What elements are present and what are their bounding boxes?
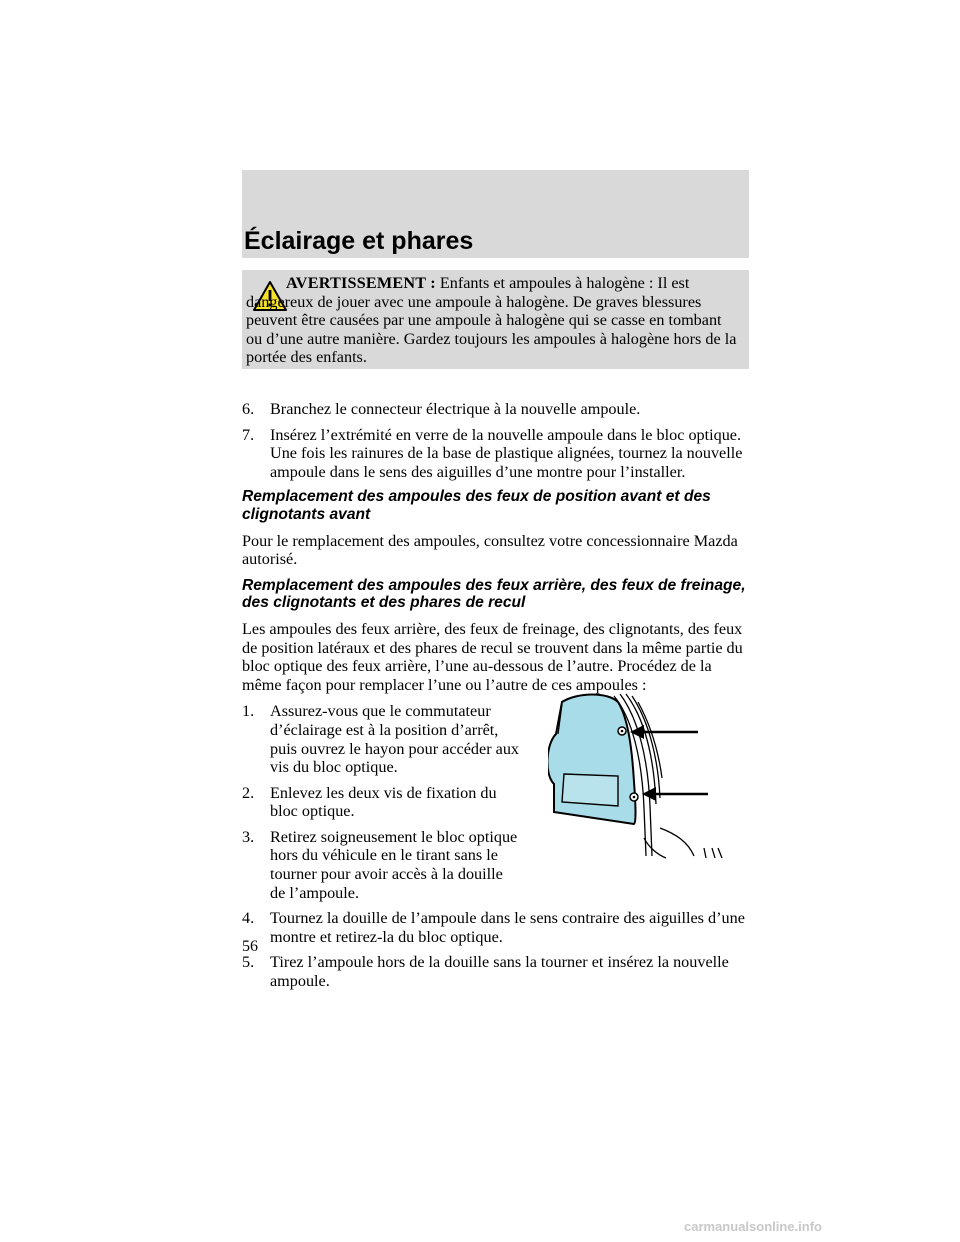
step-number: 1.: [242, 702, 255, 721]
paragraph-rear: Les ampoules des feux arrière, des feux de freinage, des clignotants, des feux de position latéraux et des phares de recul se trouvent dans la même partie du bloc optique des feux arrière, l’une au-dessous de l’autre. Procédez de la même façon pour remplacer l’une ou l’autre de ces ampoules :: [242, 619, 743, 694]
step-text: Tournez la douille de l’ampoule dans le sens contraire des aiguilles d’une montre et retirez-la du bloc optique.: [270, 909, 745, 946]
list-item: [242, 400, 749, 419]
list-item: [242, 909, 749, 946]
step-number: 2.: [242, 783, 255, 802]
subheading-rear: Remplacement des ampoules des feux arrière, des feux de freinage, des clignotants et des phares de recul: [242, 576, 746, 612]
step-number: 5.: [242, 953, 255, 972]
list-item: [242, 953, 749, 990]
subheading-front: Remplacement des ampoules des feux de position avant et des clignotants avant: [242, 488, 711, 523]
step-text: Enlevez les deux vis de fixation du bloc optique.: [270, 783, 497, 821]
list-item: [242, 702, 522, 776]
section-title: Éclairage et phares: [244, 227, 474, 255]
list-item: [242, 784, 522, 821]
arrow-icon: [642, 787, 708, 801]
step-number: 7.: [242, 425, 255, 444]
warning-text-block: [246, 274, 741, 367]
list-item: [242, 828, 522, 902]
page-number: 56: [242, 938, 258, 955]
tail-lamp-illustration: [548, 688, 730, 860]
list-item: [242, 426, 749, 482]
step-number: 4.: [242, 909, 255, 928]
step-number: 6.: [242, 400, 255, 418]
warning-label: AVERTISSEMENT :: [286, 274, 436, 292]
paragraph-front: Pour le remplacement des ampoules, consultez votre concessionnaire Mazda autorisé.: [242, 531, 738, 569]
step-text: Assurez-vous que le commutateur d’éclairage est à la position d’arrêt, puis ouvrez le hayon pour accéder aux vis du bloc optique.: [270, 702, 520, 777]
warning-box: [242, 270, 749, 369]
step-number: 3.: [242, 827, 255, 846]
watermark: carmanualsonline.info: [684, 1219, 822, 1234]
step-text: Insérez l’extrémité en verre de la nouvelle ampoule dans le bloc optique. Une fois les rainures de la base de plastique alignées, tournez la nouvelle ampoule dans le sens des aiguilles d’une montre pour l’installer.: [270, 425, 743, 481]
warning-body: Enfants et ampoules à halogène : Il est dangereux de jouer avec une ampoule à halogène. De graves blessures peuvent être causées par une ampoule à halogène qui se casse en tombant ou d’une autre manière. Gardez toujours les ampoules à halogène hors de la portée des enfants.: [246, 274, 737, 367]
arrow-icon: [630, 725, 698, 739]
step-text: Tirez l’ampoule hors de la douille sans la tourner et insérez la nouvelle ampoule.: [270, 953, 729, 991]
step-text: Retirez soigneusement le bloc optique hors du véhicule en le tirant sans le tourner pour avoir accès à la douille de l’ampoule.: [270, 827, 518, 902]
step-text: Branchez le connecteur électrique à la nouvelle ampoule.: [270, 400, 641, 418]
